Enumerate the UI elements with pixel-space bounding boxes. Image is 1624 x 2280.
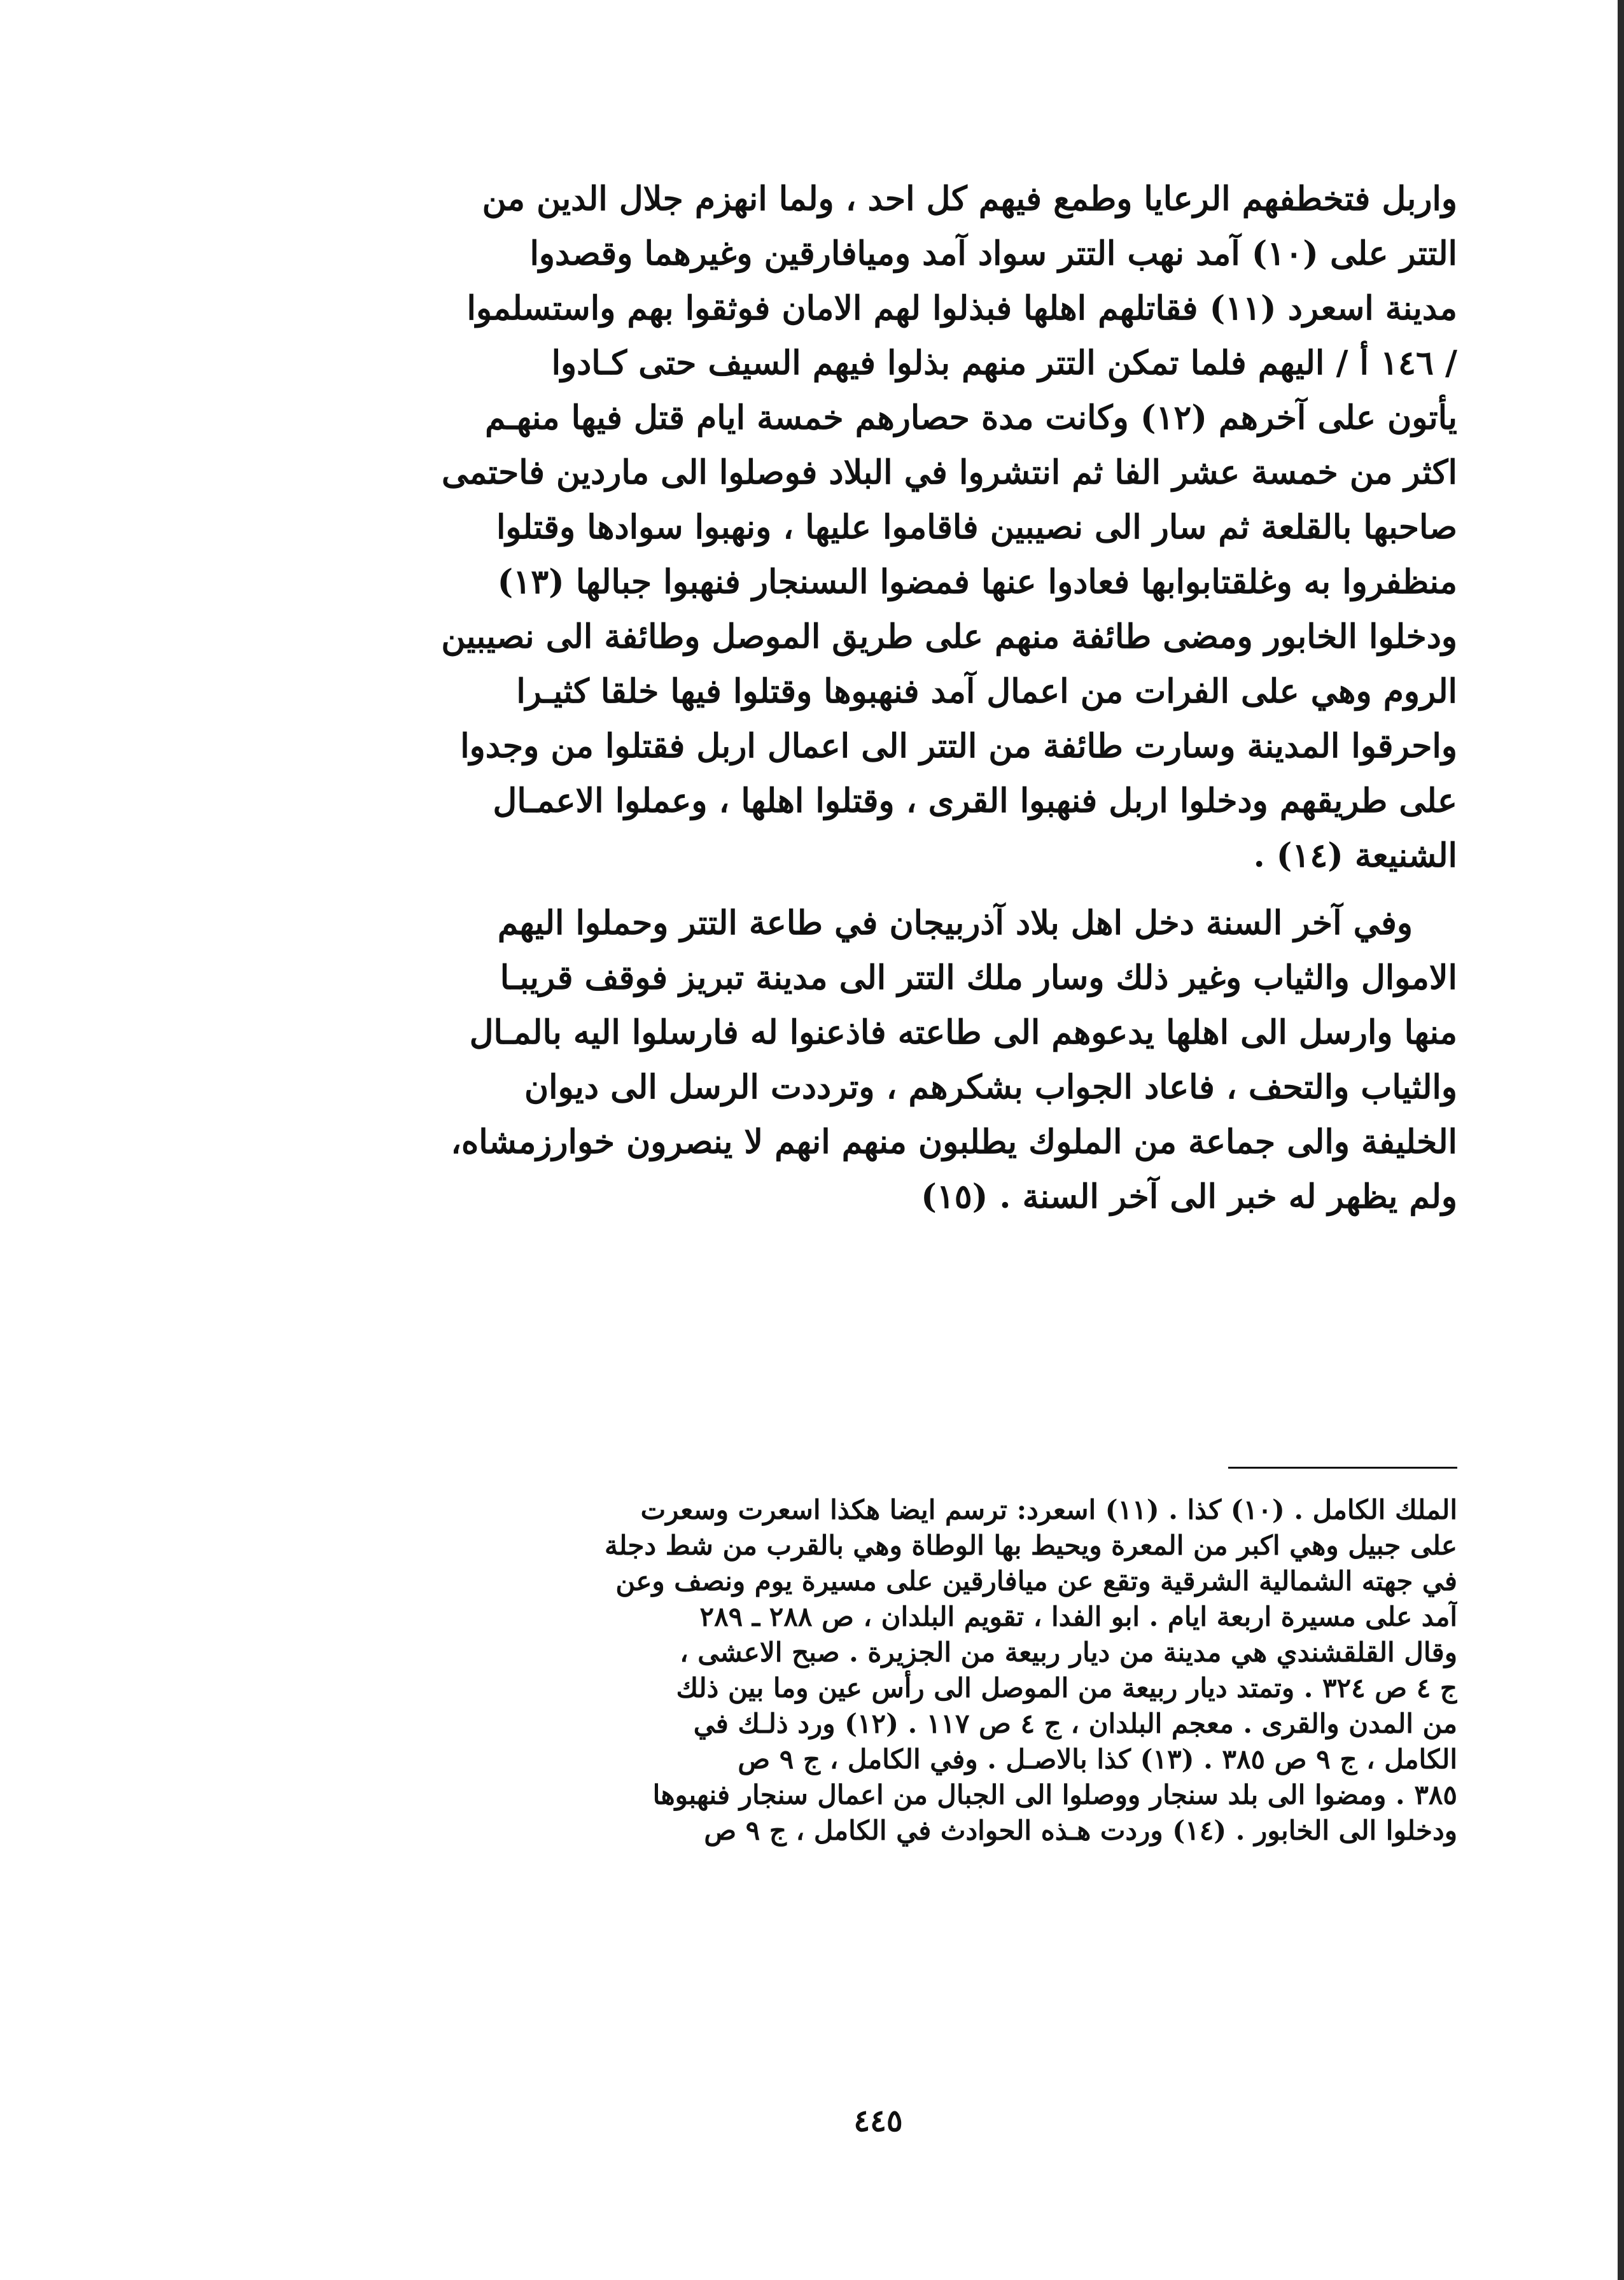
text-line: الشنيعة (١٤) . bbox=[1253, 836, 1457, 875]
footnote-divider bbox=[1228, 1467, 1457, 1469]
text-line: الروم وهي على الفرات من اعمال آمد فنهبوها وقتلوا فيها خلقا كثيـرا bbox=[516, 672, 1457, 711]
text-line: والثياب والتحف ، فاعاد الجواب بشكرهم ، وترددت الرسل الى ديوان bbox=[524, 1068, 1457, 1107]
footnote-line: من المدن والقرى . معجم البلدان ، ج ٤ ص ١١٧ . (١٢) ورد ذلـك في bbox=[693, 1708, 1457, 1739]
footnote-line: ٣٨٥ . ومضوا الى بلد سنجار ووصلوا الى الجبال من اعمال سنجار فنهبوها bbox=[652, 1779, 1457, 1810]
text-line: ودخلوا الخابور ومضى طائفة منهم على طريق الموصل وطائفة الى نصيبين bbox=[441, 617, 1457, 656]
footnote-line: ودخلوا الى الخابور . (١٤) وردت هـذه الحوادث في الكامل ، ج ٩ ص bbox=[704, 1815, 1457, 1846]
text-line: ولم يظهر له خبر الى آخر السنة . (١٥) bbox=[921, 1177, 1457, 1216]
text-line: يأتون على آخرهم (١٢) وكانت مدة حصارهم خمسة ايام قتل فيها منهـم bbox=[485, 398, 1457, 437]
text-line: واربل فتخطفهم الرعايا وطمع فيهم كل احد ، ولما انهزم جلال الدين من bbox=[482, 179, 1457, 218]
text-line: منها وارسل الى اهلها يدعوهم الى طاعته فاذعنوا له فارسلوا اليه بالمـال bbox=[469, 1013, 1457, 1052]
scan-edge bbox=[1618, 0, 1624, 2280]
text-line: مدينة اسعرد (١١) فقاتلهم اهلها فبذلوا لهم الامان فوثقوا بهم واستسلموا bbox=[466, 289, 1457, 328]
page-number: ٤٤٥ bbox=[853, 2103, 903, 2139]
document-page bbox=[299, 172, 1457, 2144]
footnote-line: في جهته الشمالية الشرقية وتقع عن ميافارقين على مسيرة يوم ونصف وعن bbox=[615, 1565, 1457, 1597]
main-text bbox=[299, 172, 1457, 1224]
footnote-line: وقال القلقشندي هي مدينة من ديار ربيعة من الجزيرة . صبح الاعشى ، bbox=[680, 1637, 1457, 1668]
footnote-line: على جبيل وهي اكبر من المعرة ويحيط بها الوطاة وهي بالقرب من شط دجلة bbox=[605, 1530, 1457, 1561]
text-line: صاحبها بالقلعة ثم سار الى نصيبين فاقاموا عليها ، ونهبوا سوادها وقتلوا bbox=[496, 508, 1457, 547]
paragraph-2 bbox=[299, 896, 1457, 1224]
text-line: / ١٤٦ أ / اليهم فلما تمكن التتر منهم بذلوا فيهم السيف حتى كـادوا bbox=[551, 344, 1457, 382]
footnote-line: الملك الكامل . (١٠) كذا . (١١) اسعرد: ترسم ايضا هكذا اسعرت وسعرت bbox=[640, 1494, 1457, 1525]
text-line: التتر على (١٠) آمد نهب التتر سواد آمد ومیافارقین وغیرهما وقصدوا bbox=[529, 234, 1457, 273]
footnotes bbox=[299, 1492, 1457, 1849]
footnote-line: الكامل ، ج ٩ ص ٣٨٥ . (١٣) كذا بالاصـل . وفي الكامل ، ج ٩ ص bbox=[738, 1744, 1457, 1775]
paragraph-1 bbox=[299, 172, 1457, 883]
text-line: واحرقوا المدينة وسارت طائفة من التتر الى اعمال اربل فقتلوا من وجدوا bbox=[460, 727, 1457, 766]
text-line: الاموال والثياب وغير ذلك وسار ملك التتر الى مدينة تبريز فوقف قريبـا bbox=[500, 958, 1457, 997]
text-line: وفي آخر السنة دخل اهل بلاد آذربيجان في طاعة التتر وحملوا اليهم bbox=[497, 904, 1413, 942]
paragraph-gap bbox=[299, 883, 1457, 896]
footnote-line: ج ٤ ص ٣٢٤ . وتمتد ديار ربيعة من الموصل الى رأس عين وما بين ذلك bbox=[676, 1672, 1457, 1703]
footnote-line: آمد على مسيرة اربعة ايام . ابو الفدا ، تقويم البلدان ، ص ٢٨٨ ـ ٢٨٩ bbox=[699, 1601, 1457, 1632]
text-line: الخليفة والى جماعة من الملوك يطلبون منهم انهم لا ينصرون خوارزمشاه، bbox=[451, 1123, 1457, 1161]
text-line: منظفروا به وغلقتابوابها فعادوا عنها فمضوا الىسنجار فنهبوا جبالها (١٣) bbox=[497, 563, 1457, 601]
text-line: على طريقهم ودخلوا اربل فنهبوا القرى ، وقتلوا اهلها ، وعملوا الاعمـال bbox=[493, 781, 1457, 820]
text-line: اكثر من خمسة عشر الفا ثم انتشروا في البلاد فوصلوا الى ماردين فاحتمى bbox=[442, 453, 1457, 492]
